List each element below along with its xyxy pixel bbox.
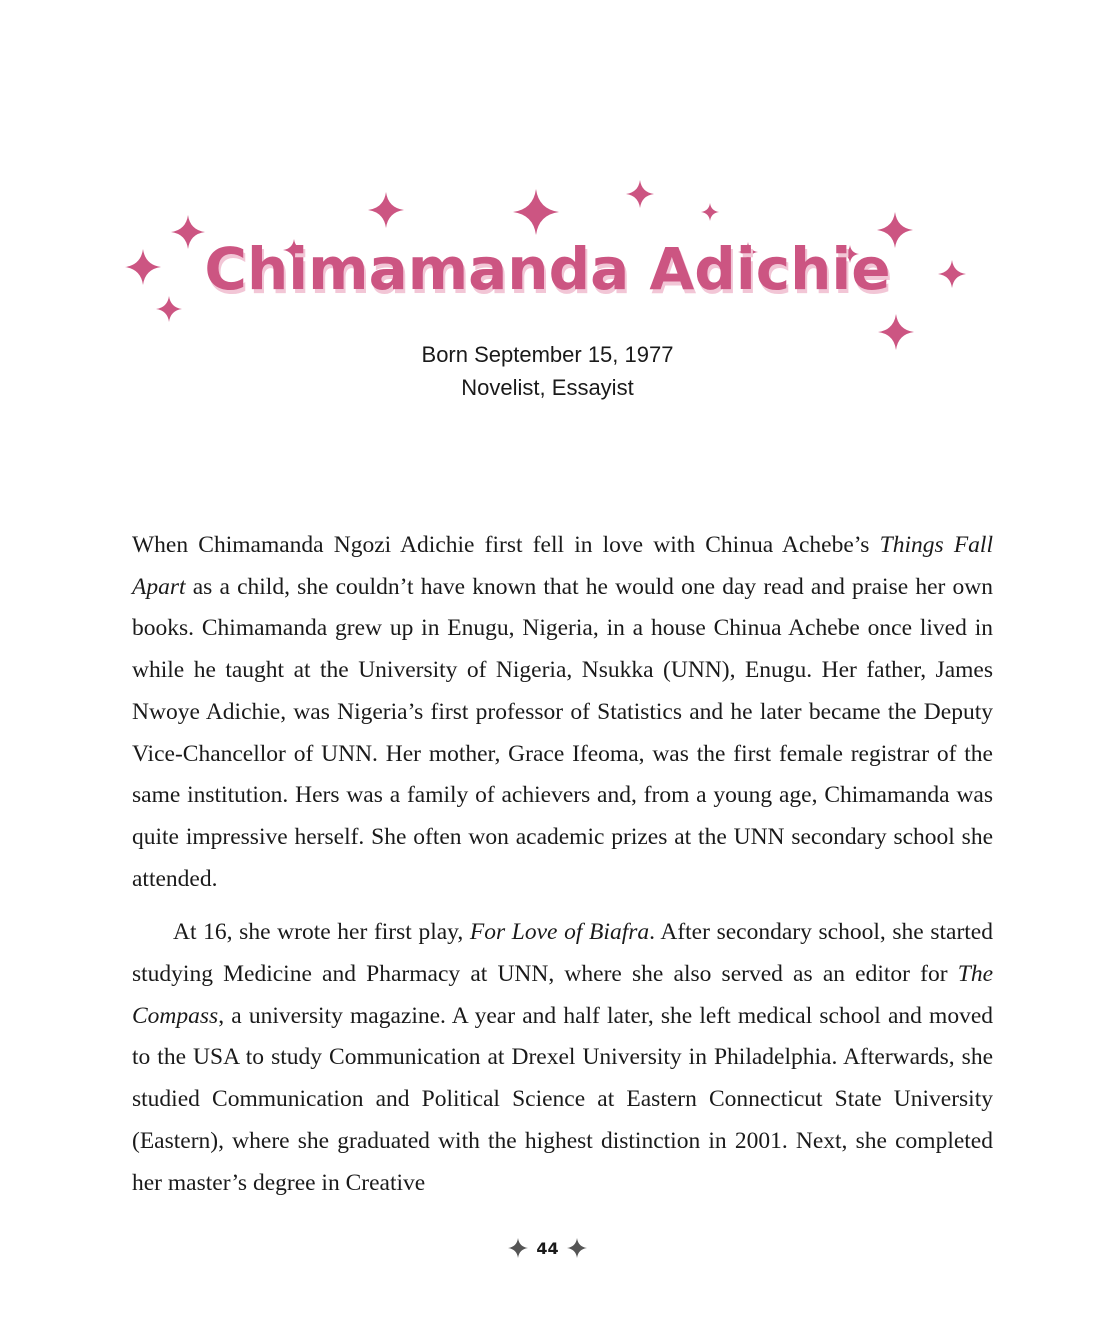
paragraph-text: , a university magazine. A year and half later, she left medical school and moved to the USA to study Communication at Drexel University in Philadelphia. Afterwards, she studied Communication and Political Science at Eastern Connecticut State University (Eastern), where she graduated with the highest distinction in 2001. Next, she completed her master’s degree in Creative bbox=[132, 1002, 993, 1196]
book-title: Things Fall Apart bbox=[132, 532, 993, 600]
paragraph-text: as a child, she couldn’t have known that he would one day read and praise her own books. Chimamanda grew up in Enugu, Nigeria, in a house Chinua Achebe once lived in while he taught at the University of Nigeria, Nsukka (UNN), Enugu. Her father, James Nwoye Adichie, was Nigeria’s first professor of Statistics and he later became the Deputy Vice-Chancellor of UNN. Her mother, Grace Ifeoma, was the first female registrar of the same institution. Hers was a family of achievers and, from a young age, Chimamanda was quite impressive herself. She often won academic prizes at the UNN secondary school she attended. bbox=[132, 573, 993, 892]
paragraph-text: At 16, she wrote her first play, bbox=[173, 919, 470, 946]
page-title: Chimamanda Adichie bbox=[204, 235, 891, 303]
sparkle-star-icon bbox=[626, 180, 654, 208]
birth-date: Born September 15, 1977 bbox=[421, 342, 674, 367]
title-block bbox=[0, 170, 1095, 410]
magazine-title: The Compass bbox=[132, 961, 993, 1029]
page-footer bbox=[0, 1234, 1095, 1262]
four-point-star-icon bbox=[508, 1238, 528, 1258]
play-title: For Love of Biafra bbox=[469, 919, 650, 946]
paragraph bbox=[132, 525, 993, 900]
sparkle-star-icon bbox=[368, 192, 404, 228]
four-point-star-icon bbox=[567, 1238, 587, 1258]
sparkle-star-icon bbox=[701, 203, 719, 221]
sparkle-star-icon bbox=[513, 189, 559, 235]
paragraph-text: When Chimamanda Ngozi Adichie first fell in love with Chinua Achebe’s bbox=[132, 532, 880, 558]
page-number: 44 bbox=[536, 1238, 559, 1258]
paragraph-text: . After secondary school, she started studying Medicine and Pharmacy at UNN, where she also served as an editor for bbox=[132, 919, 993, 988]
sparkle-star-icon bbox=[156, 296, 182, 322]
paragraph bbox=[132, 912, 993, 1204]
occupation: Novelist, Essayist bbox=[461, 375, 634, 400]
biography-text bbox=[132, 525, 993, 1204]
subtitle bbox=[0, 338, 1095, 404]
